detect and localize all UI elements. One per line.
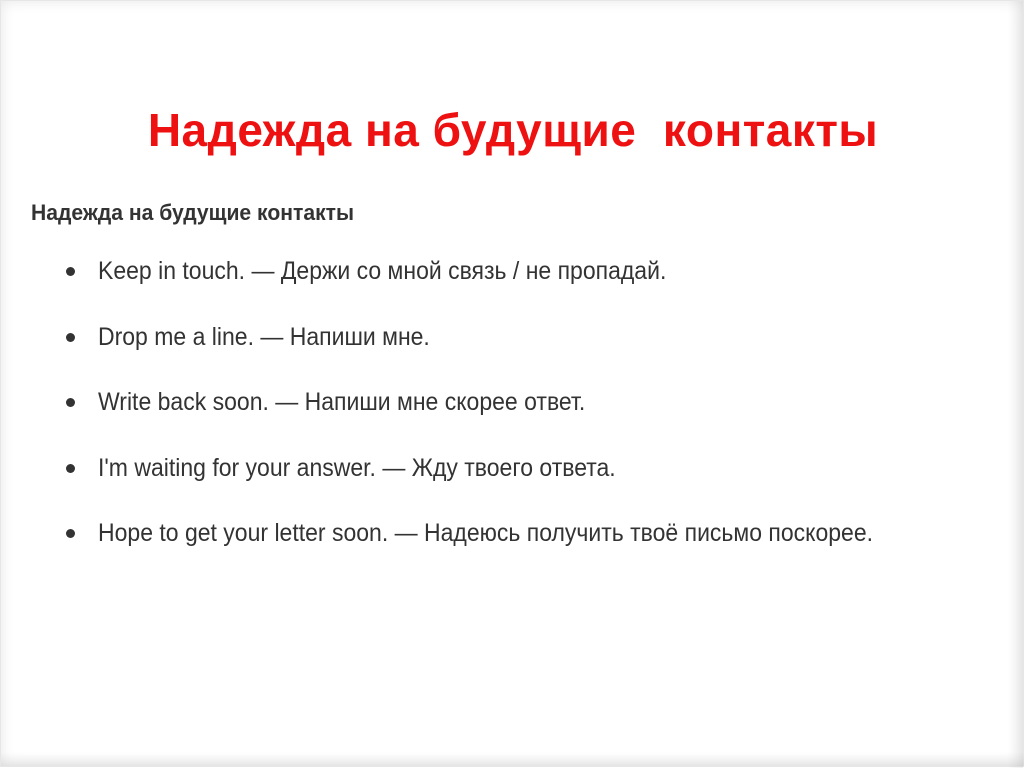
section-heading: Надежда на будущие контакты [31, 200, 355, 225]
embedded-text-image [31, 197, 991, 583]
phrase-text: Drop me a line. — Напиши мне. [98, 322, 430, 351]
phrase-text: Keep in touch. — Держи со мной связь / не пропадай. [98, 257, 667, 285]
bullet-icon [66, 398, 75, 407]
phrase-list [31, 255, 991, 583]
slide-title: Надежда на будущие контакты [147, 103, 879, 156]
phrase-text: I'm waiting for your answer. — Жду твоего ответа. [98, 453, 616, 482]
bullet-icon [66, 267, 75, 276]
list-item [31, 255, 991, 321]
phrase-text: Hope to get your letter soon. — Надеюсь получить твоё письмо поскорее. [98, 519, 874, 547]
bullet-icon [66, 464, 75, 473]
bullet-icon [66, 333, 75, 342]
list-item [31, 452, 991, 518]
list-item [31, 321, 991, 387]
list-item [31, 517, 991, 583]
phrase-text: Write back soon. — Напиши мне скорее ответ. [98, 388, 586, 416]
bullet-icon [66, 529, 75, 538]
slide-edge-shadow-bottom [1, 752, 1024, 766]
list-item [31, 386, 991, 452]
